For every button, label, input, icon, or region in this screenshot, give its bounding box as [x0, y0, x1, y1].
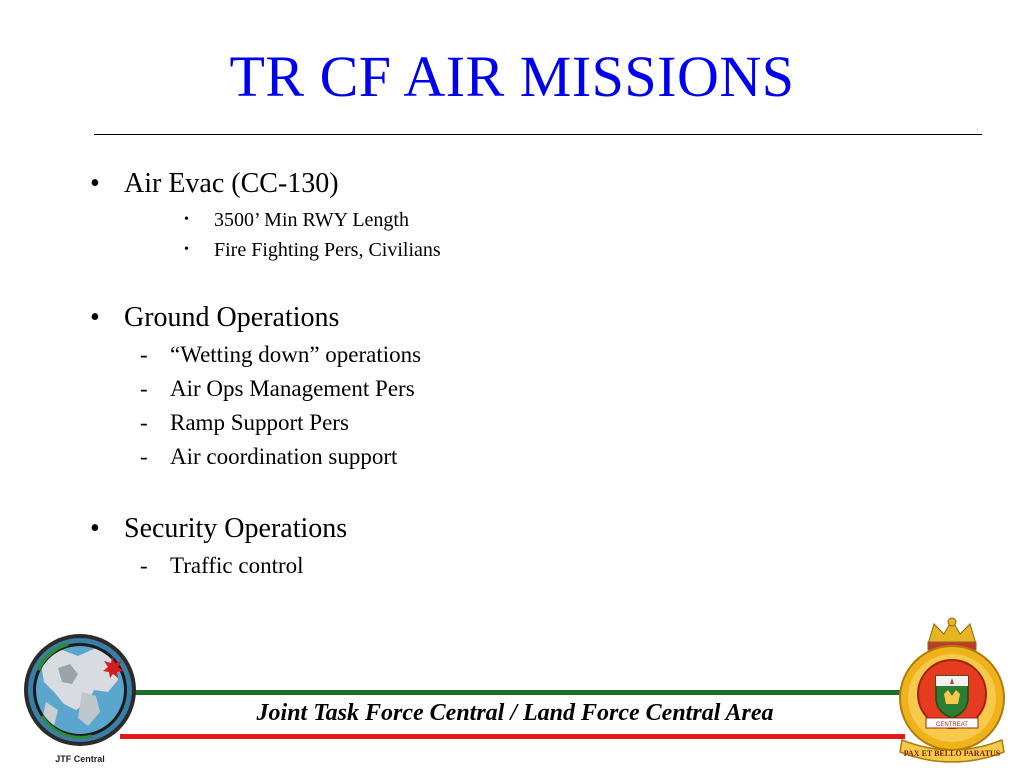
footer-text: Joint Task Force Central / Land Force Central Area	[256, 700, 774, 726]
bullet-text: Air Evac (CC-130)	[124, 168, 339, 199]
badge-motto-text: PAX ET BELLO PARATUS	[903, 749, 1001, 758]
bullet-marker: •	[90, 168, 100, 199]
bullet-text: Ground Operations	[124, 302, 340, 333]
subitem-text: Traffic control	[170, 553, 304, 578]
bullet-text: Security Operations	[124, 513, 348, 544]
badge-banner-text: CENTREAT	[936, 722, 968, 728]
subitem-text: Ramp Support Pers	[170, 410, 349, 435]
subitem-text: Fire Fighting Pers, Civilians	[214, 239, 441, 261]
subitem-text: 3500’ Min RWY Length	[214, 209, 409, 231]
subitem-marker: •	[184, 242, 189, 257]
subitem-marker: -	[140, 342, 148, 367]
footer-green-rule	[120, 690, 905, 695]
lfca-badge-icon	[892, 614, 1012, 766]
subitem-marker: •	[184, 212, 189, 227]
subitem-marker: -	[140, 444, 148, 469]
subitem-marker: -	[140, 410, 148, 435]
subitem-text: “Wetting down” operations	[170, 342, 422, 367]
bullet-marker: •	[90, 302, 100, 333]
subitem-marker: -	[140, 553, 148, 578]
jtf-central-emblem-icon	[18, 630, 148, 768]
bullet-marker: •	[90, 513, 100, 544]
title-divider	[94, 134, 982, 135]
footer-red-rule	[120, 734, 905, 739]
subitem-text: Air coordination support	[170, 444, 398, 469]
emblem-caption: JTF Central	[55, 754, 105, 764]
subitem-marker: -	[140, 376, 148, 401]
slide-title: TR CF AIR MISSIONS	[229, 44, 795, 109]
subitem-text: Air Ops Management Pers	[170, 376, 415, 401]
